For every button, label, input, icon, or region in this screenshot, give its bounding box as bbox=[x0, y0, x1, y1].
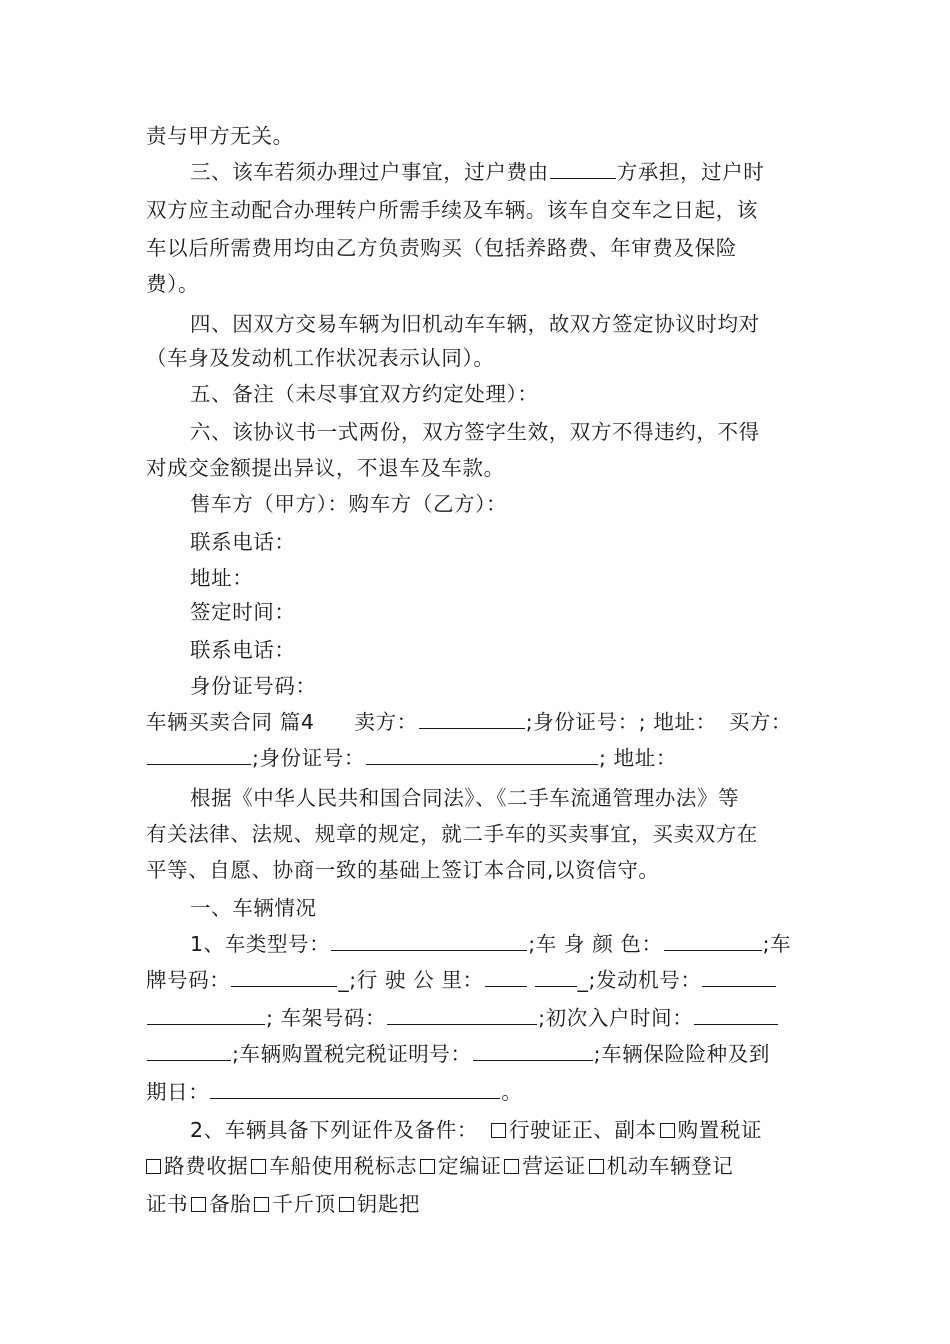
text-line bbox=[190, 1116, 762, 1144]
checkbox-label: 路费收据 bbox=[164, 1154, 249, 1178]
text: 六、该协议书一式两份，双方签字生效，双方不得违约，不得 bbox=[190, 420, 760, 444]
text-line bbox=[146, 454, 505, 482]
text: 方承担，过户时 bbox=[616, 160, 765, 184]
text-line bbox=[146, 708, 792, 736]
text: 牌号码： bbox=[146, 968, 231, 992]
section-heading: 车辆买卖合同 篇4 bbox=[146, 710, 315, 734]
checkbox[interactable] bbox=[589, 1159, 604, 1174]
fill-blank bbox=[147, 1040, 231, 1061]
fill-blank bbox=[473, 1040, 593, 1061]
fill-blank bbox=[210, 1078, 500, 1099]
text-line bbox=[190, 490, 507, 518]
fill-blank bbox=[147, 744, 251, 765]
text-line bbox=[190, 158, 764, 186]
checkbox-label: 行驶证正、副本 bbox=[508, 1118, 657, 1142]
text-line bbox=[190, 564, 253, 592]
text-line bbox=[146, 1040, 770, 1068]
checkbox[interactable] bbox=[251, 1159, 266, 1174]
text-line bbox=[190, 528, 296, 556]
text-line bbox=[190, 636, 296, 664]
text: ;车辆购置税完税证明号： bbox=[232, 1042, 472, 1066]
text-line bbox=[190, 598, 296, 626]
checkbox-label: 购置税证 bbox=[677, 1118, 763, 1142]
text: _;发动机号： bbox=[577, 968, 702, 992]
fill-blank bbox=[231, 966, 337, 987]
checkbox[interactable] bbox=[504, 1159, 519, 1174]
text: 2、车辆具备下列证件及备件： bbox=[190, 1118, 478, 1142]
text: 四、因双方交易车辆为旧机动车车辆，故双方签定协议时均对 bbox=[190, 312, 760, 336]
text-line bbox=[190, 672, 317, 700]
text-line bbox=[146, 1078, 522, 1106]
checkbox-label: 钥匙把 bbox=[356, 1192, 421, 1216]
text-line bbox=[146, 1004, 779, 1032]
text: 1、车类型号： bbox=[190, 932, 331, 956]
text: 期日： bbox=[146, 1080, 210, 1104]
text: 责与甲方无关。 bbox=[146, 124, 294, 148]
text-line bbox=[190, 310, 760, 338]
checkbox[interactable] bbox=[660, 1123, 675, 1138]
fill-blank bbox=[550, 158, 616, 179]
text: （车身及发动机工作状况表示认同）。 bbox=[146, 346, 495, 370]
text-line bbox=[190, 380, 538, 408]
text: 卖方： bbox=[354, 710, 418, 734]
checkbox[interactable] bbox=[339, 1197, 354, 1212]
fill-blank bbox=[694, 1004, 778, 1025]
text: 根据《中华人民共和国合同法》、《二手车流通管理办法》等 bbox=[190, 786, 740, 810]
text: ; 地址： bbox=[599, 746, 677, 770]
text-line bbox=[146, 196, 758, 224]
fill-blank bbox=[331, 930, 527, 951]
fill-blank bbox=[419, 708, 525, 729]
text: ;身份证号：; 地址： bbox=[525, 710, 717, 734]
text: 车以后所需费用均由乙方负责购买（包括养路费、年审费及保险 bbox=[146, 236, 737, 260]
fill-blank bbox=[664, 930, 762, 951]
checkbox-label: 证书 bbox=[146, 1192, 189, 1216]
text: 地址： bbox=[190, 566, 254, 590]
text: 联系电话： bbox=[190, 638, 296, 662]
text: ;车辆保险险种及到 bbox=[593, 1042, 770, 1066]
checkbox-label: 车船使用税标志 bbox=[269, 1154, 418, 1178]
text: 平等、自愿、协商一致的基础上签订本合同,以资信守。 bbox=[146, 858, 660, 882]
text: 费）。 bbox=[146, 272, 200, 296]
text-line bbox=[146, 1190, 420, 1218]
text: _;行 驶 公 里： bbox=[338, 968, 484, 992]
checkbox-label: 机动车辆登记 bbox=[606, 1154, 734, 1178]
text: 对成交金额提出异议，不退车及车款。 bbox=[146, 456, 505, 480]
checkbox-label: 定编证 bbox=[438, 1154, 502, 1178]
text-line bbox=[146, 744, 677, 772]
text: 。 bbox=[501, 1080, 523, 1104]
text: ;身份证号： bbox=[252, 746, 366, 770]
text-line bbox=[146, 856, 660, 884]
checkbox[interactable] bbox=[491, 1123, 506, 1138]
fill-blank bbox=[535, 966, 577, 987]
fill-blank bbox=[147, 1004, 265, 1025]
fill-blank bbox=[387, 1004, 537, 1025]
text: ;车 bbox=[762, 932, 792, 956]
checkbox-label: 备胎 bbox=[209, 1192, 252, 1216]
text-line bbox=[146, 966, 777, 994]
text: 五、备注（未尽事宜双方约定处理）： bbox=[190, 382, 539, 406]
text: 三、该车若须办理过户事宜，过户费由 bbox=[190, 160, 549, 184]
text-line bbox=[190, 784, 739, 812]
fill-blank bbox=[485, 966, 527, 987]
fill-blank bbox=[702, 966, 776, 987]
text: 签定时间： bbox=[190, 600, 296, 624]
checkbox[interactable] bbox=[254, 1197, 269, 1212]
text: 有关法律、法规、规章的规定，就二手车的买卖事宜，买卖双方在 bbox=[146, 822, 758, 846]
checkbox-label: 千斤顶 bbox=[272, 1192, 336, 1216]
text-line bbox=[190, 894, 317, 922]
text-line bbox=[146, 344, 494, 372]
text-line bbox=[146, 122, 294, 150]
text: 售车方（甲方）：购车方（乙方）： bbox=[190, 492, 508, 516]
text-line bbox=[190, 418, 760, 446]
text-line bbox=[146, 1152, 733, 1180]
text: 联系电话： bbox=[190, 530, 296, 554]
checkbox[interactable] bbox=[191, 1197, 206, 1212]
text-line bbox=[190, 930, 791, 958]
text: 身份证号码： bbox=[190, 674, 317, 698]
text: 双方应主动配合办理转户所需手续及车辆。该车自交车之日起，该 bbox=[146, 198, 758, 222]
text: ;车 身 颜 色： bbox=[528, 932, 663, 956]
text-line bbox=[146, 270, 199, 298]
text: 买方： bbox=[728, 710, 793, 734]
fill-blank bbox=[366, 744, 598, 765]
checkbox-label: 营运证 bbox=[522, 1154, 586, 1178]
text-line bbox=[146, 234, 737, 262]
text: ;初次入户时间： bbox=[538, 1006, 694, 1030]
text: 一、车辆情况 bbox=[190, 896, 317, 920]
text: ; 车架号码： bbox=[266, 1006, 387, 1030]
text-line bbox=[146, 820, 758, 848]
checkbox[interactable] bbox=[420, 1159, 435, 1174]
checkbox[interactable] bbox=[146, 1159, 161, 1174]
